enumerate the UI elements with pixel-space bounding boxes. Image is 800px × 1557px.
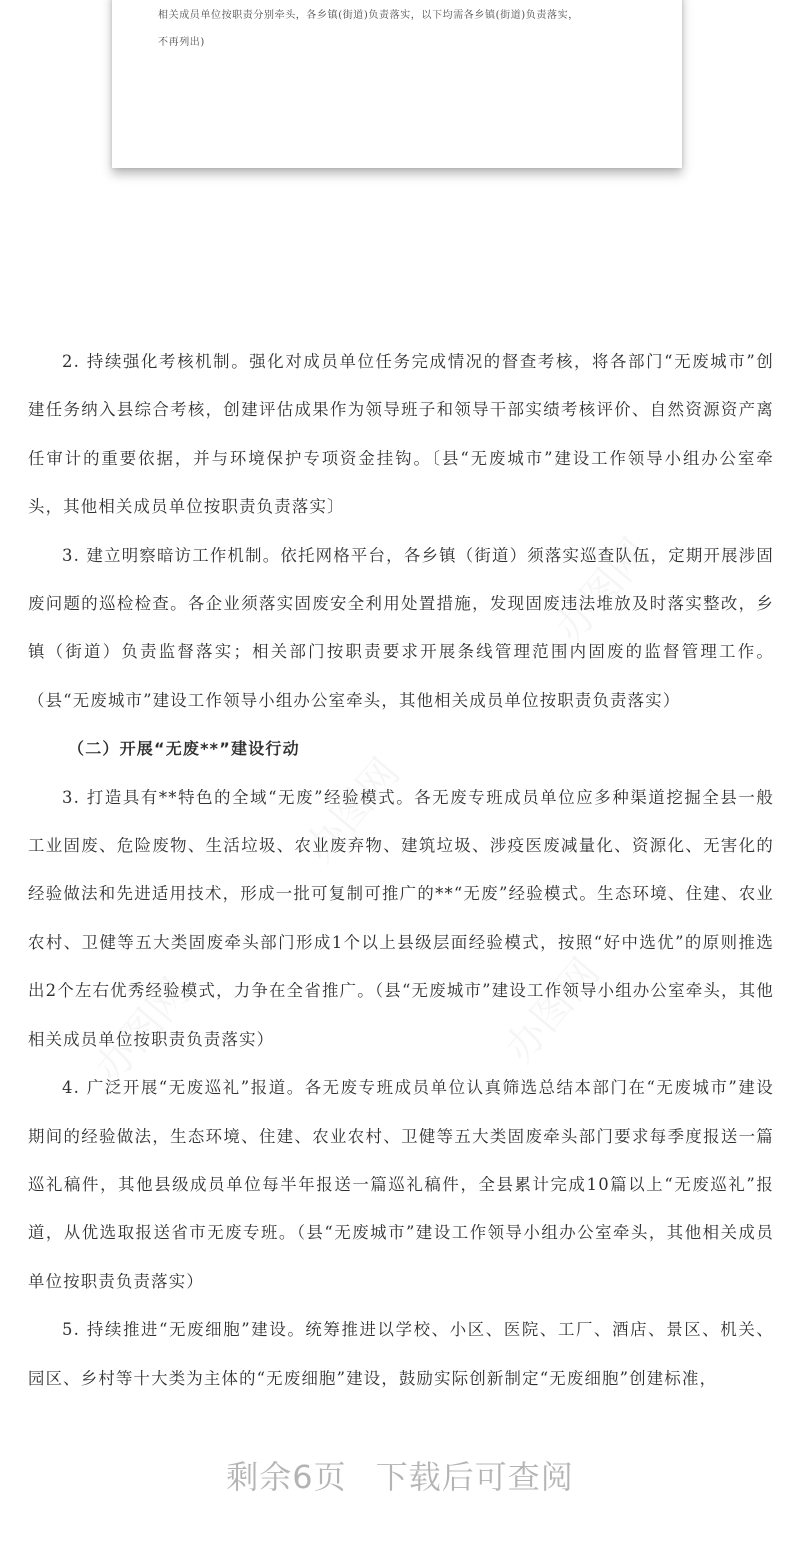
paragraph: 2. 持续强化考核机制。强化对成员单位任务完成情况的督查考核，将各部门“无废城市”创建任务纳入县综合考核，创建评估成果作为领导班子和领导干部实绩考核评价、自然资源资产离任审计的重要依据，并与环境保护专项资金挂钩。〔县“无废城市”建设工作领导小组办公室牵头，其他相关成员单位按职责负责落实〕 [28,352,774,517]
preview-snippet [158,2,648,56]
download-prompt[interactable] [0,1452,800,1498]
document-body [28,338,774,1403]
section-heading: （二）开展“无废**”建设行动 [68,739,300,759]
download-hint-label: 下载后可查阅 [375,1458,574,1496]
paragraph: 5. 持续推进“无废细胞”建设。统筹推进以学校、小区、医院、工厂、酒店、景区、机关、园区、乡村等十大类为主体的“无废细胞”建设，鼓励实际创新制定“无废细胞”创建标准， [28,1320,774,1388]
remaining-pages-label: 剩余6页 [226,1458,347,1496]
preview-snippet-line: 不再列出) [158,37,205,48]
preview-page-card [112,0,682,168]
paragraph: 3. 建立明察暗访工作机制。依托网格平台，各乡镇（街道）须落实巡查队伍，定期开展涉固废问题的巡检检查。各企业须落实固废安全利用处置措施，发现固废违法堆放及时落实整改，乡镇（街道）负责监督落实；相关部门按职责要求开展条线管理范围内固废的监督管理工作。（县“无废城市”建设工作领导小组办公室牵头，其他相关成员单位按职责负责落实） [28,545,774,710]
paragraph: 4. 广泛开展“无废巡礼”报道。各无废专班成员单位认真筛选总结本部门在“无废城市”建设期间的经验做法，生态环境、住建、农业农村、卫健等五大类固废牵头部门要求每季度报送一篇巡礼稿件，其他县级成员单位每半年报送一篇巡礼稿件，全县累计完成10篇以上“无废巡礼”报道，从优选取报送省市无废专班。（县“无废城市”建设工作领导小组办公室牵头，其他相关成员单位按职责负责落实） [28,1078,774,1291]
preview-snippet-line: 相关成员单位按职责分别牵头，各乡镇(街道)负责落实，以下均需各乡镇(街道)负责落实， [158,10,579,21]
paragraph: 3. 打造具有**特色的全域“无废”经验模式。各无废专班成员单位应多种渠道挖掘全县一般工业固废、危险废物、生活垃圾、农业废弃物、建筑垃圾、涉疫医废减量化、资源化、无害化的经验做法和先进适用技术，形成一批可复制可推广的**“无废”经验模式。生态环境、住建、农业农村、卫健等五大类固废牵头部门形成1个以上县级层面经验模式，按照“好中选优”的原则推选出2个左右优秀经验模式，力争在全省推广。（县“无废城市”建设工作领导小组办公室牵头，其他相关成员单位按职责负责落实） [28,787,774,1049]
